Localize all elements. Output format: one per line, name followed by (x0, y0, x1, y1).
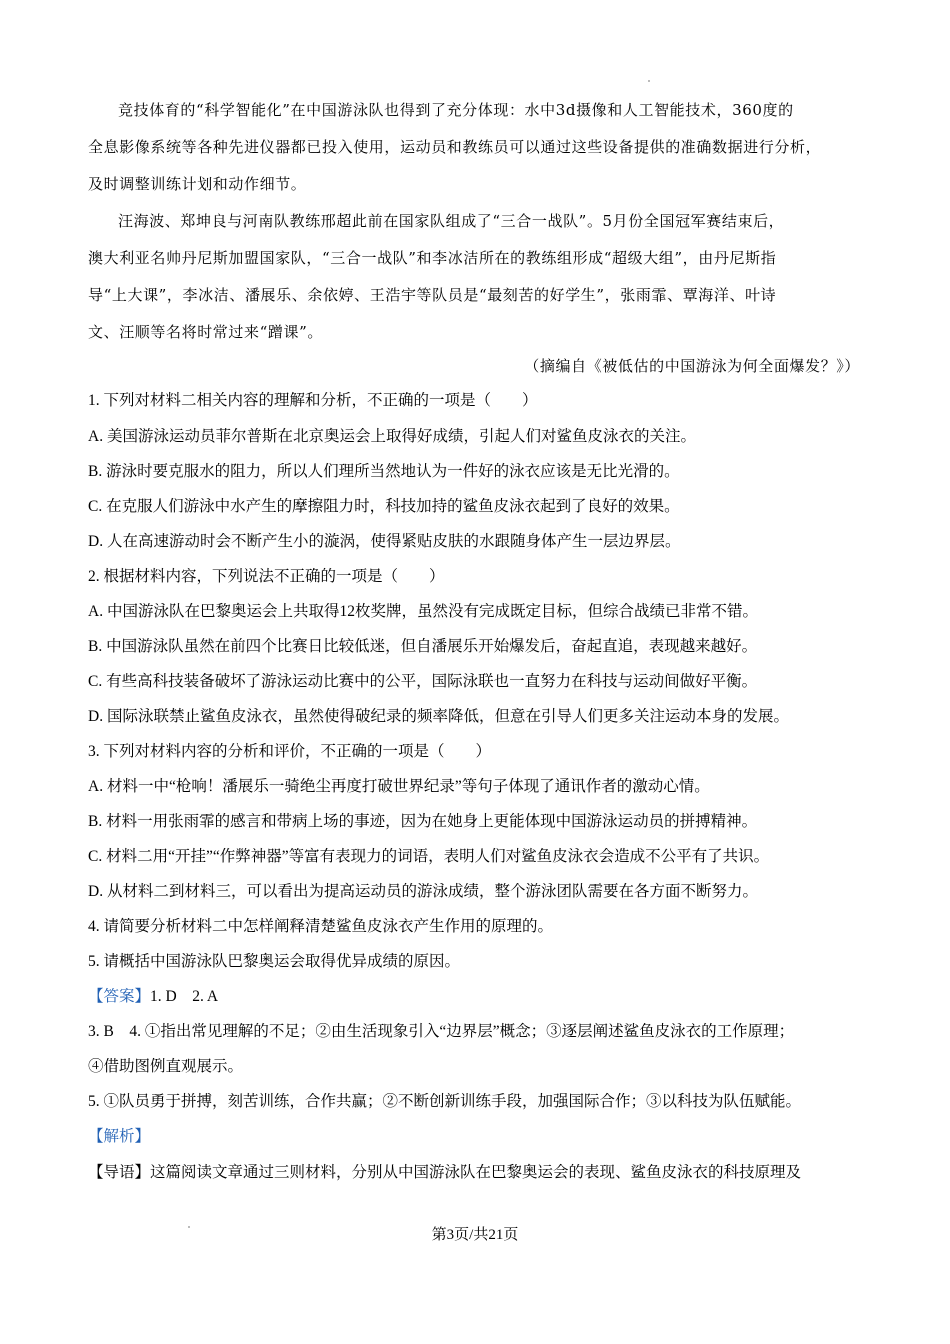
question-3-option-a: A. 材料一中“枪响！潘展乐一骑绝尘再度打破世界纪录”等句子体现了通讯作者的激动心情。 (88, 778, 710, 795)
analysis-tag: 【解析】 (88, 1128, 151, 1145)
material-p2-line3: 导“上大课”，李冰洁、潘展乐、余依婷、王浩宇等队员是“最刻苦的好学生”，张雨霏、覃海洋、叶诗 (88, 286, 777, 304)
answer-line-4: 5. ①队员勇于拼搏，刻苦训练，合作共赢；②不断创新训练手段，加强国际合作；③以科技为队伍赋能。 (88, 1093, 802, 1110)
question-3-option-b: B. 材料一用张雨霏的感言和带病上场的事迹，因为在她身上更能体现中国游泳运动员的拼搏精神。 (88, 813, 758, 830)
question-1-option-b: B. 游泳时要克服水的阻力，所以人们理所当然地认为一件好的泳衣应该是无比光滑的。 (88, 463, 680, 480)
guide-text: 这篇阅读文章通过三则材料，分别从中国游泳队在巴黎奥运会的表现、鲨鱼皮泳衣的科技原理及 (150, 1164, 802, 1181)
question-1-option-d: D. 人在高速游动时会不断产生小的漩涡，使得紧贴皮肤的水跟随身体产生一层边界层。 (88, 533, 681, 550)
question-1-stem: 1. 下列对材料二相关内容的理解和分析，不正确的一项是（ ） (88, 392, 538, 409)
guide-line (88, 1162, 868, 1184)
answer-line-2: 3. B 4. ①指出常见理解的不足；②由生活现象引入“边界层”概念；③逐层阐述鲨鱼皮泳衣的工作原理； (88, 1023, 795, 1040)
material-p2-line1: 汪海波、郑坤良与河南队教练邢超此前在国家队组成了“三合一战队”。5月份全国冠军赛结束后， (118, 212, 785, 230)
material-p2-line2: 澳大利亚名帅丹尼斯加盟国家队，“三合一战队”和李冰洁所在的教练组形成“超级大组”，由丹尼斯指 (88, 249, 777, 267)
answer-tag: 【答案】 (88, 988, 151, 1005)
source-citation: （摘编自《被低估的中国游泳为何全面爆发？》） (524, 357, 860, 375)
question-3-stem: 3. 下列对材料内容的分析和评价，不正确的一项是（ ） (88, 743, 492, 760)
material-p2-line4: 文、汪顺等名将时常过来“蹭课”。 (88, 323, 323, 341)
question-2-option-d: D. 国际泳联禁止鲨鱼皮泳衣，虽然使得破纪录的频率降低，但意在引导人们更多关注运动本身的发展。 (88, 708, 789, 725)
material-p1-line3: 及时调整训练计划和动作细节。 (88, 175, 307, 193)
question-2-option-a: A. 中国游泳队在巴黎奥运会上共取得12枚奖牌，虽然没有完成既定目标，但综合战绩已非常不错。 (88, 603, 758, 620)
question-2-stem: 2. 根据材料内容，下列说法不正确的一项是（ ） (88, 568, 445, 585)
question-1-option-a: A. 美国游泳运动员菲尔普斯在北京奥运会上取得好成绩，引起人们对鲨鱼皮泳衣的关注。 (88, 428, 696, 445)
question-3-option-d: D. 从材料二到材料三，可以看出为提高运动员的游泳成绩，整个游泳团队需要在各方面不断努力。 (88, 883, 758, 900)
guide-tag: 【导语】 (88, 1164, 151, 1181)
question-2-option-b: B. 中国游泳队虽然在前四个比赛日比较低迷，但自潘展乐开始爆发后，奋起直追，表现越来越好。 (88, 638, 758, 655)
material-p1-line1: 竞技体育的“科学智能化”在中国游泳队也得到了充分体现：水中3d摄像和人工智能技术，360度的 (118, 101, 794, 119)
question-5-stem: 5. 请概括中国游泳队巴黎奥运会取得优异成绩的原因。 (88, 953, 461, 970)
material-p1-line2: 全息影像系统等各种先进仪器都已投入使用，运动员和教练员可以通过这些设备提供的准确数据进行分析， (88, 138, 822, 156)
answer-text-1: 1. D 2. A (150, 988, 219, 1005)
question-4-stem: 4. 请简要分析材料二中怎样阐释清楚鲨鱼皮泳衣产生作用的原理的。 (88, 918, 554, 935)
question-1-option-c: C. 在克服人们游泳中水产生的摩擦阻力时，科技加持的鲨鱼皮泳衣起到了良好的效果。 (88, 498, 680, 515)
page-footer: 第3页/共21页 (431, 1227, 519, 1243)
scan-speck (648, 80, 650, 82)
question-2-option-c: C. 有些高科技装备破坏了游泳运动比赛中的公平，国际泳联也一直努力在科技与运动间做好平衡。 (88, 673, 758, 690)
question-3-option-c: C. 材料二用“开挂”“作弊神器”等富有表现力的词语，表明人们对鲨鱼皮泳衣会造成不公平有了共识。 (88, 848, 770, 865)
answer-line-3: ④借助图例直观展示。 (88, 1058, 244, 1075)
answer-line-1 (88, 986, 868, 1008)
